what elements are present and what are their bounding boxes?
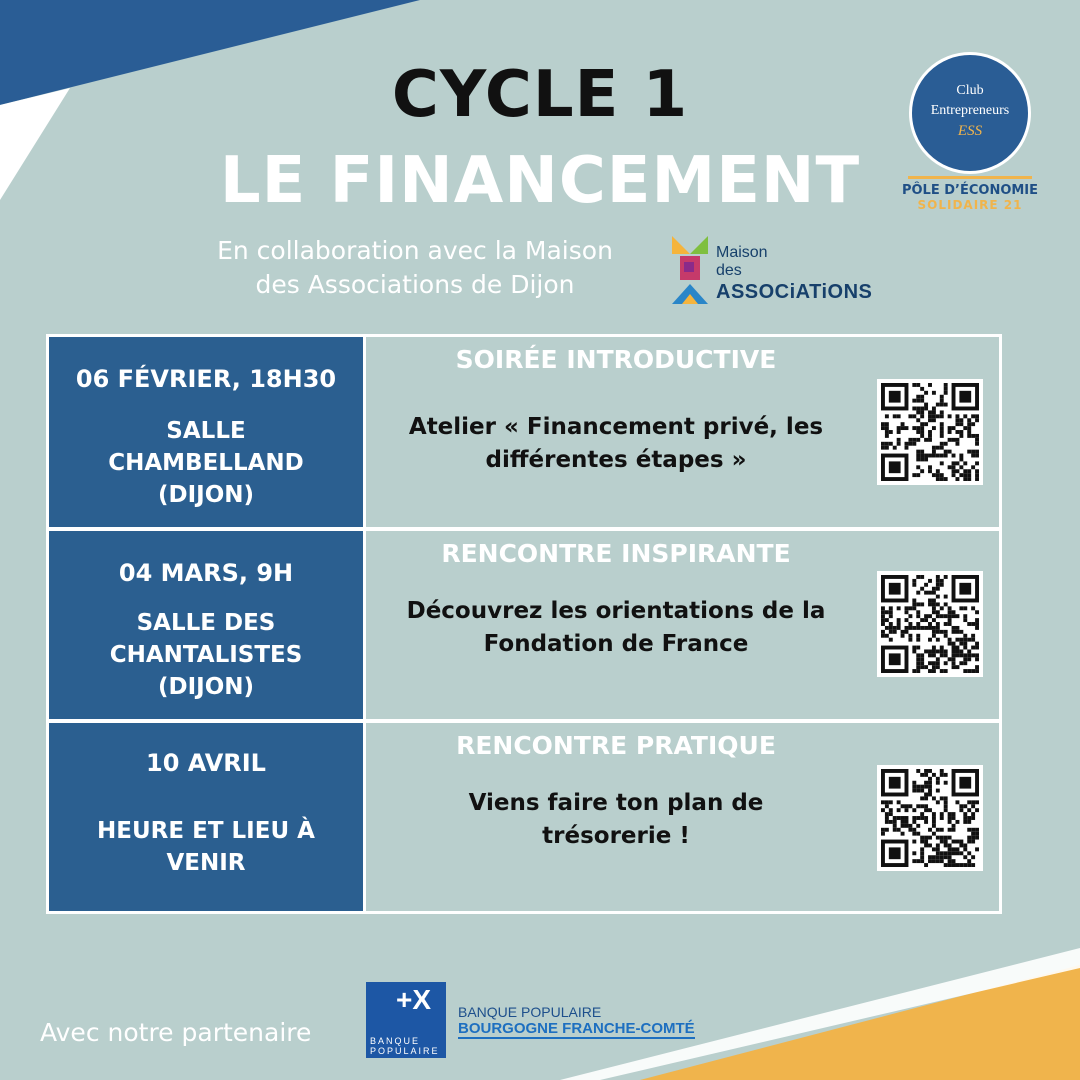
title-financement: LE FINANCEMENT [219,144,861,218]
club-circle [909,52,1031,174]
event-info-cell [49,531,363,719]
club-divider [908,176,1032,179]
bp-mark-text-2: POPULAIRE [370,1046,440,1056]
mda-mark-icon [672,236,708,306]
event-description [376,411,856,477]
desc-line: différentes étapes » [485,447,747,473]
event-date: 10 AVRIL [146,749,266,777]
qr-code-icon[interactable] [877,571,983,677]
venue-line: SALLE [166,418,246,444]
mda-line-2: des [716,262,742,279]
event-date: 06 FÉVRIER, 18H30 [75,365,337,393]
venue-line: HEURE ET LIEU À [97,818,315,844]
event-detail-cell [366,531,999,719]
event-description [376,595,856,661]
title-cycle: CYCLE 1 [391,58,689,132]
venue-line: CHAMBELLAND [108,450,304,476]
venue-line: SALLE DES [136,610,276,636]
event-venue [49,815,363,879]
event-detail-cell [366,337,999,527]
event-kind: RENCONTRE PRATIQUE [456,731,776,760]
venue-line: CHANTALISTES [109,642,303,668]
partner-label: Avec notre partenaire [40,1018,312,1047]
event-venue [49,415,363,511]
maison-des-associations-logo [672,236,892,306]
event-description [376,787,856,853]
event-venue [49,607,363,703]
venue-line: (DIJON) [157,482,255,508]
bp-mark-symbol: +X [396,984,432,1015]
banque-populaire-logo [366,982,726,1058]
collab-line-2: des Associations de Dijon [255,270,575,299]
event-info-cell [49,337,363,527]
event-kind: SOIRÉE INTRODUCTIVE [455,345,777,374]
schedule-row [49,723,999,911]
qr-code-icon[interactable] [877,379,983,485]
event-kind: RENCONTRE INSPIRANTE [441,539,791,568]
club-entrepreneurs-logo [900,52,1040,212]
bp-mark-text [370,1036,440,1056]
venue-line: VENIR [166,850,246,876]
collaboration-text [180,234,650,302]
schedule-row [49,337,999,527]
desc-line: Découvrez les orientations de la [406,598,826,624]
event-date: 04 MARS, 9H [118,559,294,587]
event-info-cell [49,723,363,911]
desc-line: Viens faire ton plan de [468,790,764,816]
venue-line: (DIJON) [157,674,255,700]
club-line-3: ESS [957,123,983,139]
bp-mark-text-1: BANQUE [370,1036,421,1046]
bp-line-2: BOURGOGNE FRANCHE-COMTÉ [458,1020,695,1037]
banque-populaire-mark-icon [366,982,446,1058]
collab-line-1: En collaboration avec la Maison [217,236,613,265]
qr-code-icon[interactable] [877,765,983,871]
club-pole-1: PÔLE D’ÉCONOMIE [901,183,1039,198]
mda-line-1: Maison [716,244,768,261]
bp-line-1: BANQUE POPULAIRE [458,1004,602,1020]
schedule-row [49,531,999,719]
desc-line: Fondation de France [483,631,749,657]
club-line-2: Entrepreneurs [930,103,1010,118]
event-detail-cell [366,723,999,911]
schedule-table [46,334,1002,914]
club-line-1: Club [956,83,984,98]
desc-line: Atelier « Financement privé, les [408,414,824,440]
club-pole-2: SOLIDAIRE 21 [917,198,1023,212]
mda-line-3: ASSOCiATiONS [716,281,873,303]
desc-line: trésorerie ! [542,823,690,849]
